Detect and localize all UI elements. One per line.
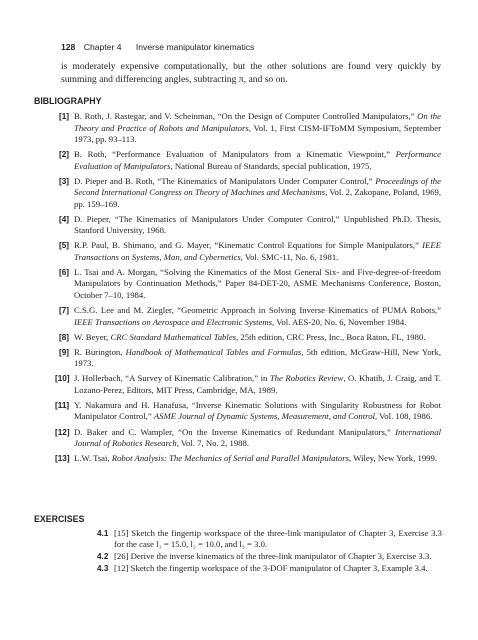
exercise-number: 4.3 <box>97 564 109 574</box>
entry-text: C.S.G. Lee and M. Ziegler, “Geometric Approach in Solving Inverse Kinematics of PUMA Robots,” <box>74 305 441 316</box>
exercises-heading: EXERCISES <box>34 514 85 524</box>
entry-text: L.W. Tsai, <box>74 453 112 464</box>
chapter-title: Inverse manipulator kinematics <box>135 42 255 52</box>
entry-source-title: Performance Evaluation of Manipulators <box>74 149 441 171</box>
entry-source-title: IEEE Transactions on Aerospace and Electronic Systems <box>74 316 273 327</box>
exercise-item <box>97 551 442 562</box>
exercise-number: 4.1 <box>97 529 109 538</box>
bibliography-entry <box>61 176 441 211</box>
entry-source-title: The Robotics Review <box>269 373 344 384</box>
entry-source-title: CRC Standard Mathematical Tables <box>110 331 237 342</box>
bibliography-entry <box>61 111 441 146</box>
exercises-list <box>97 528 442 575</box>
entry-number: [1] <box>59 112 70 121</box>
entry-number: [7] <box>59 306 70 316</box>
bibliography-heading: BIBLIOGRAPHY <box>34 96 102 106</box>
chapter-label: Chapter 4 <box>83 42 122 52</box>
entry-details: , Vol. AES-20, No. 6, November 1984. <box>272 316 407 327</box>
exercise-item <box>97 528 442 551</box>
entry-number: [8] <box>59 332 70 342</box>
entry-source-title: Robot Analysis: The Mechanics of Serial and Parallel Manipulators <box>111 453 350 464</box>
entry-text: R.P. Paul, B. Shimano, and G. Mayer, “Kinematic Control Equations for Simple Manipulators,” <box>74 240 423 251</box>
entry-text: B. Roth, J. Rastegar, and V. Scheinman, “On the Design of Computer Controlled Manipulators,” <box>74 111 418 121</box>
entry-details: , Vol. SMC-11, No. 6, 1981. <box>240 251 339 262</box>
bibliography-entry <box>55 373 441 396</box>
entry-number: [12] <box>55 427 70 437</box>
entry-number: [2] <box>59 150 70 160</box>
bibliography-entry <box>61 267 441 302</box>
entry-text: D. Pieper and B. Roth, “The Kinematics of Manipulators Under Computer Control,” <box>74 175 376 186</box>
bibliography-entry <box>55 453 441 465</box>
bibliography-entry <box>55 399 441 423</box>
bibliography-entry <box>61 332 441 344</box>
exercise-item <box>97 563 442 574</box>
entry-source-title: IEEE Transactions on Systems, Man, and Cybernetics <box>74 240 441 262</box>
entry-text: D. Pieper, “The Kinematics of Manipulators Under Computer Control,” Unpublished Ph.D. Thesis, Stanford University, 1968. <box>74 213 441 236</box>
entry-details: , O. Khatib, J. Craig, and T. Lozano-Perez, Editors, MIT Press, Cambridge, MA, 1989. <box>74 373 441 395</box>
entry-number: [4] <box>59 214 70 224</box>
entry-text: Y. Nakamura and H. Hanafusa, “Inverse Kinematic Solutions with Singularity Robustness for Robot Manipulator Control,” <box>74 399 441 422</box>
exercise-number: 4.2 <box>97 552 109 562</box>
entry-number: [5] <box>59 241 70 251</box>
bibliography-list <box>55 111 442 468</box>
page-number: 128 <box>61 42 76 52</box>
entry-number: [6] <box>59 267 70 277</box>
entry-number: [3] <box>59 176 70 186</box>
entry-details: , Wiley, New York, 1999. <box>349 453 438 464</box>
entry-text: J. Hollerbach, “A Survey of Kinematic Calibration,” in <box>74 373 270 384</box>
entry-text: R. Burington, <box>74 346 126 357</box>
bibliography-entry <box>61 347 441 370</box>
entry-text: W. Beyer, <box>74 331 111 342</box>
entry-number: [10] <box>55 374 70 384</box>
bibliography-entry <box>61 305 441 328</box>
bibliography-entry <box>61 149 441 172</box>
bibliography-entry <box>61 240 441 263</box>
intro-paragraph: is moderately expensive computationally, but the other solutions are found very quickly by summing and differencing angles, subtracting π, and so on. <box>61 61 441 85</box>
exercise-text: [12] Sketch the fingertip workspace of the 3-DOF manipulator of Chapter 3, Example 3.4. <box>114 563 428 574</box>
entry-text: B. Roth, “Performance Evaluation of Manipulators from a Kinematic Viewpoint,” <box>74 149 396 160</box>
entry-number: [13] <box>55 454 70 464</box>
entry-source-title: Handbook of Mathematical Tables and Formulas <box>125 346 302 357</box>
entry-source-title: International Journal of Robotics Research <box>74 426 441 449</box>
entry-number: [9] <box>59 347 70 357</box>
entry-details: , 25th edition, CRC Press, Inc., Boca Raton, FL, 1980. <box>236 331 426 342</box>
running-header <box>61 42 254 52</box>
entry-source-title: ASME Journal of Dynamic Systems, Measurement, and Control <box>153 411 375 422</box>
entry-source-title: Proceedings of the Second International Congress on Theory of Machines and Mechanisms <box>74 175 441 198</box>
entry-details: , Vol. 1, First CISM-IFToMM Symposium, September 1973, pp. 93–113. <box>74 122 441 144</box>
entry-number: [11] <box>55 400 70 410</box>
exercise-text: [26] Derive the inverse kinematics of the three-link manipulator of Chapter 3, Exercise 3.3. <box>114 551 432 562</box>
entry-details: , Vol. 7, No. 2, 1988. <box>176 438 250 449</box>
entry-details: , National Bureau of Standards, special publication, 1975. <box>170 160 372 171</box>
entry-details: , Vol. 108, 1986. <box>374 411 433 422</box>
entry-source-title: On the Theory and Practice of Robots and Manipulators <box>74 111 442 133</box>
entry-text: D. Baker and C. Wampler, “On the Inverse Kinematics of Redundant Manipulators,” <box>74 426 396 437</box>
bibliography-entry <box>55 426 441 450</box>
bibliography-entry <box>61 214 441 237</box>
exercise-text: [15] Sketch the fingertip workspace of the three-link manipulator of Chapter 3, Exercise 3.3 for the case l₁ = 15.0, l₂ = 10.0, and l₃ = 3.0. <box>114 528 442 550</box>
entry-details: , Vol. 2, Zakopane, Poland, 1969, pp. 159–169. <box>74 187 442 209</box>
entry-details: , 5th edition, McGraw-Hill, New York, 1973. <box>74 346 441 369</box>
entry-text: L. Tsai and A. Morgan, “Solving the Kinematics of the Most General Six- and Five-degree-of-freedom Manipulators by Continuation Methods,” Paper 84-DET-20, ASME Mechanisms Conference, Boston, October 7–10, 1984. <box>74 266 441 300</box>
